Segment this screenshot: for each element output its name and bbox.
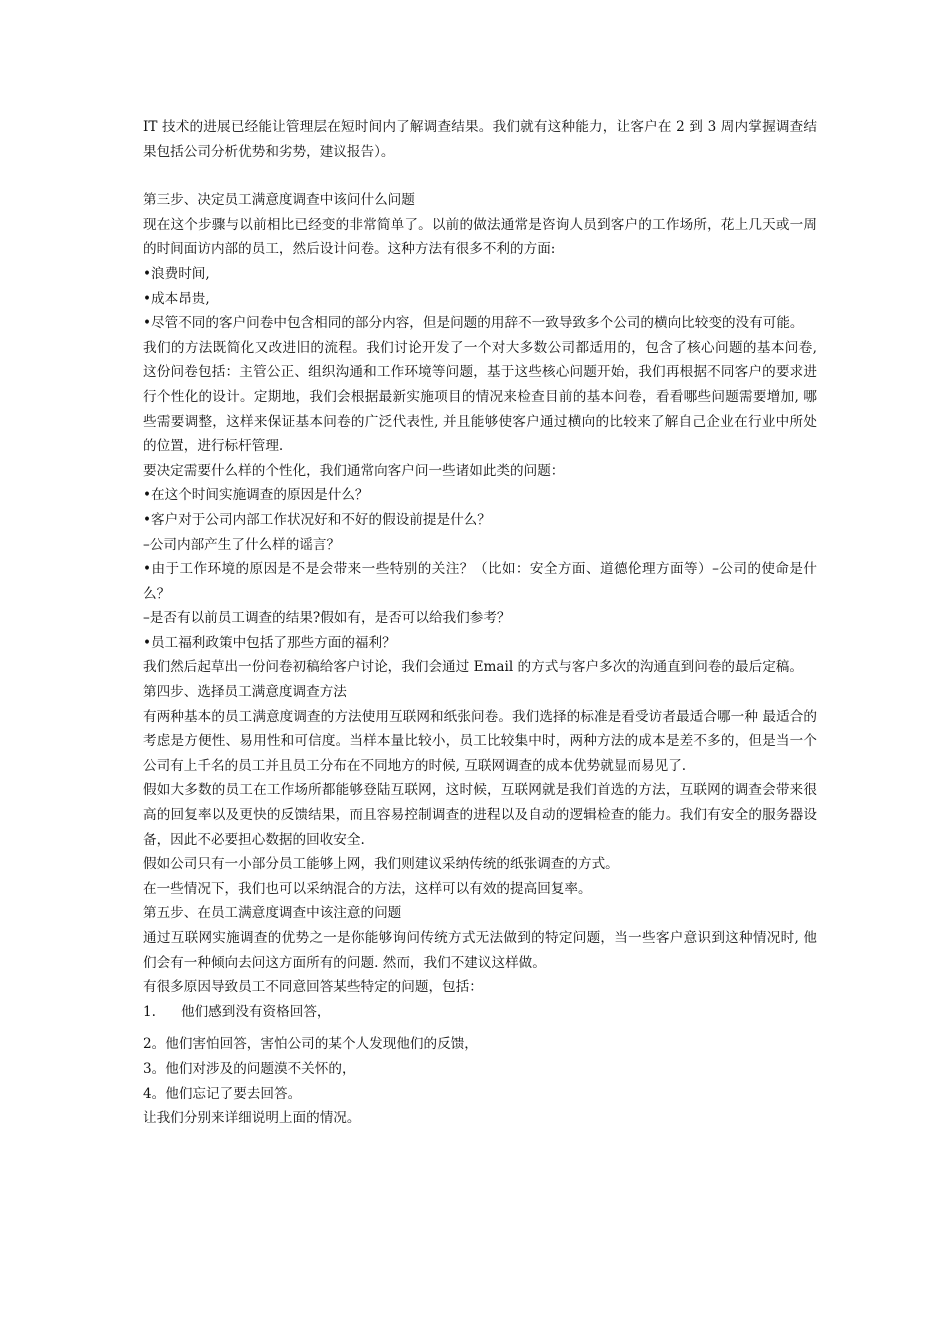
question-item-3: –公司内部产生了什么样的谣言？ <box>143 536 341 553</box>
step5-paragraph-1: 通过互联网实施调查的优势之一是你能够询问传统方式无法做到的特定问题，当一些客户意识到这种情况时, 他们会有一种倾向去问这方面所有的问题. 然而，我们不建议这样做。 <box>143 930 817 971</box>
step4-paragraph-3: 假如公司只有一小部分员工能够上网，我们则建议采纳传统的纸张调查的方式。 <box>143 856 619 873</box>
step3-paragraph-3: 要决定需要什么样的个性化，我们通常向客户问一些诸如此类的问题： <box>143 462 565 479</box>
step5-heading: 第五步、在员工满意度调查中该注意的问题 <box>143 905 402 922</box>
step3-paragraph-2: 我们的方法既简化又改进旧的流程。我们讨论开发了一个对大多数公司都适用的，包含了核心问题的基本问卷, 这份问卷包括：主管公正、组织沟通和工作环境等问题，基于这些核心问题开始，我们再根据不同客户的要求进行个性化的设计。定期地，我们会根据最新实施项目的情况来检查目前的基本问卷，看看哪些问题需要增加, 哪些需要调整，这样来保证基本问卷的广泛代表性, 并且能够使客户通过横向的比较来了解自己企业在行业中所处的位置，进行标杆管理. <box>143 339 817 455</box>
step3-paragraph-4: 我们然后起草出一份问卷初稿给客户讨论，我们会通过 Email 的方式与客户多次的沟通直到问卷的最后定稿。 <box>143 659 803 676</box>
question-item-5: –是否有以前员工调查的结果?假如有，是否可以给我们参考？ <box>143 610 511 627</box>
numbered-item-2: 2。他们害怕回答，害怕公司的某个人发现他们的反馈， <box>143 1036 478 1053</box>
bullet-waste-time: •浪费时间, <box>143 265 210 282</box>
question-item-6: •员工福利政策中包括了那些方面的福利？ <box>143 634 396 651</box>
document-body <box>143 115 817 1131</box>
step3-heading: 第三步、决定员工满意度调查中该问什么问题 <box>143 192 415 209</box>
numbered-item-1 <box>143 1000 817 1025</box>
bullet-high-cost: •成本昂贵, <box>143 290 210 307</box>
numbered-item-3: 3。他们对涉及的问题漠不关怀的， <box>143 1060 356 1077</box>
step4-paragraph-2: 假如大多数的员工在工作场所都能够登陆互联网，这时候，互联网就是我们首选的方法，互联网的调查会带来很高的回复率以及更快的反馈结果，而且容易控制调查的进程以及自动的逻辑检查的能力。我们有安全的服务器设备，因此不必要担心数据的回收安全. <box>143 782 817 848</box>
bullet-no-comparison: •尽管不同的客户问卷中包含相同的部分内容，但是问题的用辞不一致导致多个公司的横向比较变的没有可能。 <box>143 315 804 332</box>
numbered-item-1-number: 1. <box>143 1003 156 1020</box>
step4-paragraph-4: 在一些情况下，我们也可以采纳混合的方法，这样可以有效的提高回复率。 <box>143 880 592 897</box>
step3-paragraph-1: 现在这个步骤与以前相比已经变的非常简单了。以前的做法通常是咨询人员到客户的工作场所，花上几天或一周的时间面访内部的员工，然后设计问卷。这种方法有很多不利的方面: <box>143 216 817 258</box>
step4-heading: 第四步、选择员工满意度调查方法 <box>143 684 347 701</box>
question-item-4: •由于工作环境的原因是不是会带来一些特别的关注？（比如：安全方面、道德伦理方面等）–公司的使命是什么？ <box>143 561 817 602</box>
step5-paragraph-2: 有很多原因导致员工不同意回答某些特定的问题，包括： <box>143 979 483 996</box>
question-item-1: •在这个时间实施调查的原因是什么？ <box>143 487 369 504</box>
paragraph-gap <box>143 164 817 188</box>
intro-paragraph: IT 技术的进展已经能让管理层在短时间内了解调查结果。我们就有这种能力，让客户在 2 到 3 周内掌握调查结果包括公司分析优势和劣势，建议报告）。 <box>143 119 817 160</box>
step4-paragraph-1: 有两种基本的员工满意度调查的方法使用互联网和纸张问卷。我们选择的标准是看受访者最适合哪一种 最适合的考虑是方便性、易用性和可信度。当样本量比较小，员工比较集中时，两种方法的成本是差不多的，但是当一个公司有上千名的员工并且员工分布在不同地方的时候, 互联网调查的成本优势就显而易见了. <box>143 708 817 774</box>
numbered-item-1-text: 他们感到没有资格回答， <box>181 1003 331 1020</box>
numbered-item-4: 4。他们忘记了要去回答。 <box>143 1085 302 1102</box>
closing-paragraph: 让我们分别来详细说明上面的情况。 <box>143 1110 361 1127</box>
question-item-2: •客户对于公司内部工作状况好和不好的假设前提是什么？ <box>143 511 491 528</box>
